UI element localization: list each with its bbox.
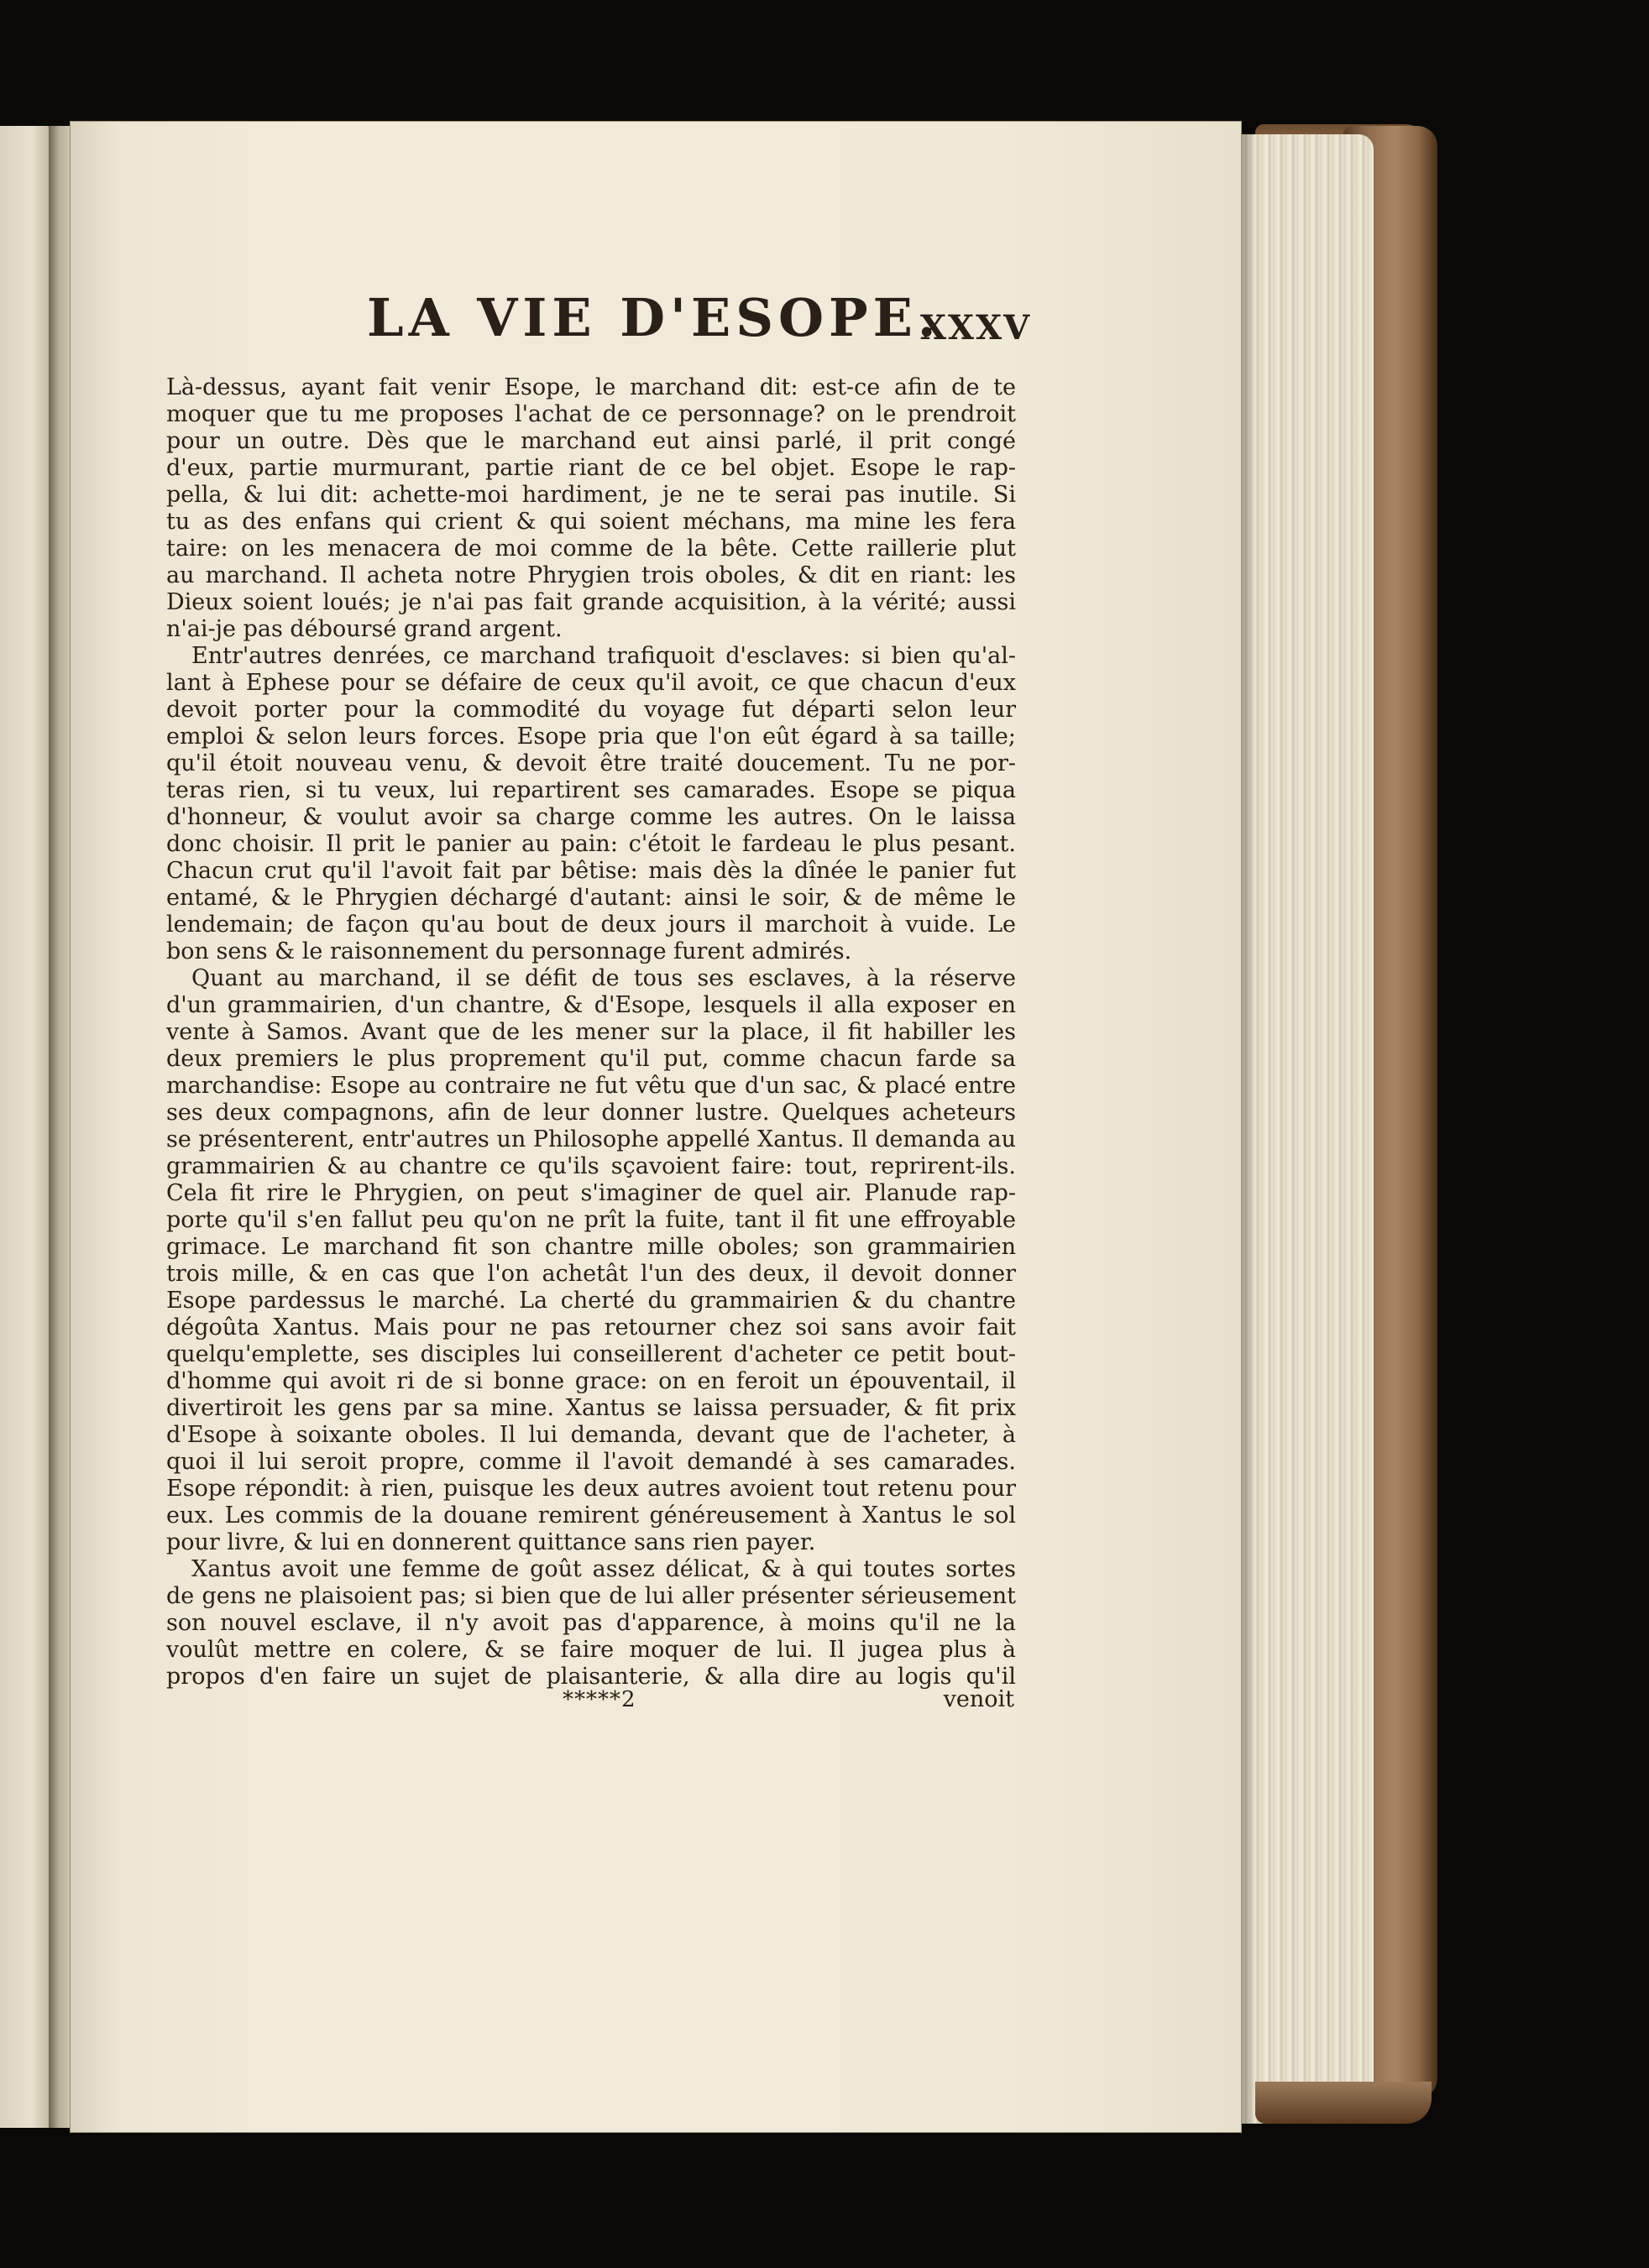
text-line: pella, & lui dit: achette-moi hardiment, je ne te serai pas inutile. Si: [166, 482, 1016, 508]
text-line: lant à Ephese pour se défaire de ceux qu'il avoit, ce que chacun d'eux: [166, 670, 1016, 696]
text-line: Quant au marchand, il se défit de tous ses esclaves, à la réserve: [191, 965, 1016, 991]
text-line: marchandise: Esope au contraire ne fut vêtu que d'un sac, & placé entre: [166, 1073, 1016, 1099]
text-line: d'Esope à soixante oboles. Il lui demanda, devant que de l'acheter, à: [166, 1422, 1016, 1448]
text-line: quoi il lui seroit propre, comme il l'avoit demandé à ses camarades.: [166, 1449, 1016, 1475]
text-line: Chacun crut qu'il l'avoit fait par bêtise: mais dès la dînée le panier fut: [166, 858, 1016, 884]
text-line: grammairien & au chantre ce qu'ils sçavoient faire: tout, reprirent-ils.: [166, 1153, 1016, 1179]
text-line: d'un grammairien, d'un chantre, & d'Esope, lesquels il alla exposer en: [166, 992, 1016, 1018]
verso-page-edge: [0, 126, 52, 2128]
catchword: venoit: [943, 1686, 1014, 1712]
text-line: donc choisir. Il prit le panier au pain: c'étoit le fardeau le plus pesant.: [166, 831, 1016, 857]
text-line: moquer que tu me proposes l'achat de ce personnage? on le prendroit: [166, 401, 1016, 427]
text-line: pour livre, & lui en donnerent quittance sans rien payer.: [166, 1529, 816, 1555]
text-line: voulût mettre en colere, & se faire moquer de lui. Il jugea plus à: [166, 1637, 1016, 1663]
text-line: lendemain; de façon qu'au bout de deux jours il marchoit à vuide. Le: [166, 912, 1016, 938]
page-number: XXXV: [920, 308, 1032, 348]
text-line: teras rien, si tu veux, lui repartirent ses camarades. Esope se piqua: [166, 777, 1016, 803]
text-line: propos d'en faire un sujet de plaisanterie, & alla dire au logis qu'il: [166, 1664, 1016, 1690]
text-line: Cela fit rire le Phrygien, on peut s'imaginer de quel air. Planude rap-: [166, 1180, 1016, 1206]
text-line: vente à Samos. Avant que de les mener sur la place, il fit habiller les: [166, 1019, 1016, 1045]
signature-mark: *****2: [563, 1687, 636, 1712]
text-line: entamé, & le Phrygien déchargé d'autant: ainsi le soir, & de même le: [166, 885, 1016, 911]
text-line: trois mille, & en cas que l'on achetât l'un des deux, il devoit donner: [166, 1261, 1016, 1287]
cover-bottom-edge: [1255, 2082, 1432, 2124]
text-line: emploi & selon leurs forces. Esope pria que l'on eût égard à sa taille;: [166, 724, 1016, 750]
text-line: ses deux compagnons, afin de leur donner lustre. Quelques acheteurs: [166, 1100, 1016, 1126]
text-line: se présenterent, entr'autres un Philosophe appellé Xantus. Il demanda au: [166, 1126, 1016, 1152]
text-line: d'homme qui avoit ri de si bonne grace: on en feroit un épouventail, il: [166, 1368, 1016, 1394]
text-line: Entr'autres denrées, ce marchand trafiquoit d'esclaves: si bien qu'al-: [191, 643, 1016, 669]
body-text: [166, 374, 1016, 1691]
text-line: quelqu'emplette, ses disciples lui conseillerent d'acheter ce petit bout-: [166, 1341, 1016, 1367]
text-line: taire: on les menacera de moi comme de la bête. Cette raillerie plut: [166, 536, 1016, 562]
text-line: dégoûta Xantus. Mais pour ne pas retourner chez soi sans avoir fait: [166, 1314, 1016, 1340]
text-line: grimace. Le marchand fit son chantre mille oboles; son grammairien: [166, 1234, 1016, 1260]
text-line: au marchand. Il acheta notre Phrygien trois oboles, & dit en riant: les: [166, 562, 1016, 588]
page-fore-edges: [1239, 134, 1374, 2124]
text-line: d'honneur, & voulut avoir sa charge comme les autres. On le laissa: [166, 804, 1016, 830]
text-line: pour un outre. Dès que le marchand eut ainsi parlé, il prit congé: [166, 428, 1016, 454]
text-line: de gens ne plaisoient pas; si bien que de lui aller présenter sérieusement: [166, 1583, 1016, 1609]
text-line: tu as des enfans qui crient & qui soient méchans, ma mine les fera: [166, 509, 1016, 535]
text-line: Dieux soient loués; je n'ai pas fait grande acquisition, à la vérité; aussi: [166, 589, 1016, 615]
text-line: bon sens & le raisonnement du personnage furent admirés.: [166, 938, 852, 964]
text-line: divertiroit les gens par sa mine. Xantus se laissa persuader, & fit prix: [166, 1395, 1016, 1421]
text-line: devoit porter pour la commodité du voyage fut départi selon leur: [166, 697, 1016, 723]
text-line: eux. Les commis de la douane remirent généreusement à Xantus le sol: [166, 1502, 1016, 1529]
text-line: porte qu'il s'en fallut peu qu'on ne prît la fuite, tant il fit une effroyable: [166, 1207, 1016, 1233]
text-line: d'eux, partie murmurant, partie riant de ce bel objet. Esope le rap-: [166, 455, 1016, 481]
text-line: Là-dessus, ayant fait venir Esope, le marchand dit: est-ce afin de te: [166, 374, 1016, 400]
text-line: n'ai-je pas déboursé grand argent.: [166, 616, 563, 642]
text-line: Esope répondit: à rien, puisque les deux autres avoient tout retenu pour: [166, 1476, 1016, 1502]
running-head-title: LA VIE D'ESOPE.: [367, 287, 941, 348]
text-line: qu'il étoit nouveau venu, & devoit être traité doucement. Tu ne por-: [166, 750, 1016, 776]
text-line: Esope pardessus le marché. La cherté du grammairien & du chantre: [166, 1288, 1016, 1314]
text-line: son nouvel esclave, il n'y avoit pas d'apparence, à moins qu'il ne la: [166, 1610, 1016, 1636]
fore-edge-shadow: [1239, 134, 1256, 2124]
text-line: Xantus avoit une femme de goût assez délicat, & à qui toutes sortes: [191, 1556, 1016, 1582]
text-line: deux premiers le plus proprement qu'il put, comme chacun farde sa: [166, 1046, 1016, 1072]
